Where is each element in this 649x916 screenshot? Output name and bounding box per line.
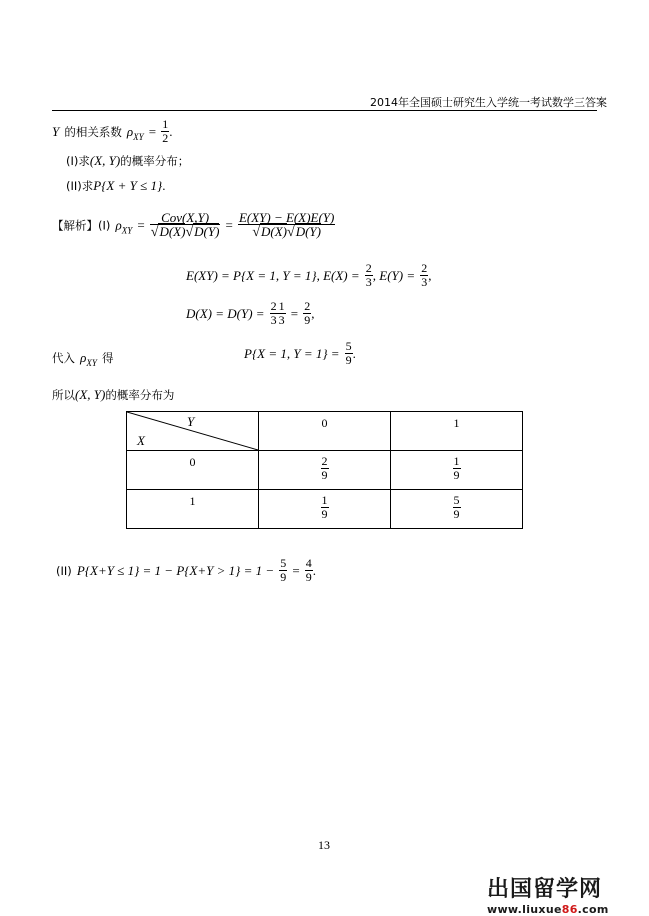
q2-end: . [162, 178, 166, 193]
table-corner-cell [127, 412, 259, 451]
joint-prob-text: P{X = 1, Y = 1} = [244, 346, 340, 361]
fraction-half: $\frac{1}{2}$ [162, 117, 169, 145]
solution-line-3 [186, 300, 314, 327]
header-rule [52, 110, 597, 111]
sqrt-dx: D(X) [159, 224, 186, 239]
var-y: Y [52, 124, 60, 139]
sub-text-2: 得 [101, 351, 114, 365]
fraction-cov: $\frac{\text{Cov(X,Y)}}{√D(X)√D(Y)}$ [150, 210, 220, 240]
part2-label: (II) [56, 564, 72, 578]
solution-line-4 [244, 340, 356, 367]
fraction-one-third: $\frac{1}{3}$ [278, 299, 285, 327]
substitution-label [52, 347, 113, 368]
equals: = [292, 563, 300, 578]
fraction-ex: $\frac{2}{3}$ [365, 261, 372, 289]
period: . [312, 563, 317, 578]
part-2-line [56, 557, 316, 584]
rho-subscript: XY [121, 225, 133, 236]
col-header: 1 [391, 412, 523, 451]
table-header-row [127, 412, 523, 451]
sub-text: 代入 [52, 351, 75, 365]
solution-line-1 [52, 211, 335, 239]
q2-label: (II)求 [66, 179, 94, 193]
fraction-two-ninths: $\frac{2}{9}$ [304, 299, 311, 327]
table-cell: $\frac{2}{9}$ [259, 451, 391, 490]
q1-text: 的概率分布； [120, 154, 190, 168]
exy-numerator: E(XY) − E(X)E(Y) [238, 210, 335, 225]
dist-text-2: 的概率分布为 [105, 388, 175, 402]
fraction-ey: $\frac{2}{3}$ [421, 261, 428, 289]
period: . [352, 346, 356, 361]
watermark-url: www.liuxue86.com [487, 903, 609, 916]
fraction-five-ninths: $\frac{5}{9}$ [280, 556, 287, 584]
comma: , [311, 306, 315, 321]
fraction-two-thirds: $\frac{2}{3}$ [270, 299, 277, 327]
period: . [169, 124, 173, 139]
q1-math: (X, Y) [89, 153, 121, 168]
ey-text: , E(Y) = [372, 268, 416, 283]
table-row [127, 451, 523, 490]
dist-text-1: 所以 [52, 388, 75, 402]
equals: = [290, 306, 299, 321]
row-label: 1 [127, 490, 259, 529]
row-label: 0 [127, 451, 259, 490]
sqrt-dx: D(X) [261, 224, 288, 239]
solution-tag: 【解析】(I) [52, 218, 111, 233]
fraction-four-ninths: $\frac{4}{9}$ [305, 556, 312, 584]
fraction-five-ninths: $\frac{5}{9}$ [345, 339, 352, 367]
corr-text: 的相关系数 [64, 125, 122, 139]
question-1 [66, 150, 189, 169]
equals: = [137, 217, 145, 233]
watermark-logo [487, 872, 609, 916]
equals: = [148, 124, 157, 139]
running-header: 2014年全国硕士研究生入学统一考试数学三答案 [370, 96, 607, 109]
corner-x-label: X [137, 433, 145, 448]
solution-line-2 [186, 262, 431, 289]
problem-line-1 [52, 118, 172, 145]
rho-subscript: XY [86, 358, 97, 369]
rho-symbol: ρ [115, 217, 122, 233]
col-header: 0 [259, 412, 391, 451]
page-number: 13 [318, 838, 330, 852]
table-cell: $\frac{1}{9}$ [391, 451, 523, 490]
sqrt-dy: D(Y) [194, 224, 220, 239]
q2-math: P{X + Y ≤ 1} [93, 178, 163, 193]
distribution-table [126, 411, 523, 529]
watermark-site-name: 出国留学网 [487, 877, 603, 902]
table-cell: $\frac{1}{9}$ [259, 490, 391, 529]
rho-subscript: XY [133, 132, 144, 143]
part2-math: P{X+Y ≤ 1} = 1 − P{X+Y > 1} = 1 − [76, 563, 275, 578]
distribution-intro [52, 384, 174, 403]
q1-label: (I)求 [66, 154, 90, 168]
table-cell: $\frac{5}{9}$ [391, 490, 523, 529]
fraction-exy: $\frac{E(XY) - E(X)E(Y)}{√D(X)√D(Y)}$ [238, 210, 335, 240]
cov-numerator: Cov(X,Y) [150, 211, 221, 225]
question-2 [66, 175, 165, 194]
table-row [127, 490, 523, 529]
sqrt-dy: D(Y) [295, 224, 321, 239]
corner-y-label: Y [187, 414, 195, 429]
variance-text: D(X) = D(Y) = [186, 306, 265, 321]
rho-symbol: ρ [80, 350, 87, 365]
rho-symbol: ρ [126, 124, 134, 139]
equals: = [225, 217, 233, 233]
comma: , [428, 268, 432, 283]
expectation-text: E(XY) = P{X = 1, Y = 1}, E(X) = [186, 268, 360, 283]
dist-math: (X, Y) [75, 387, 106, 402]
